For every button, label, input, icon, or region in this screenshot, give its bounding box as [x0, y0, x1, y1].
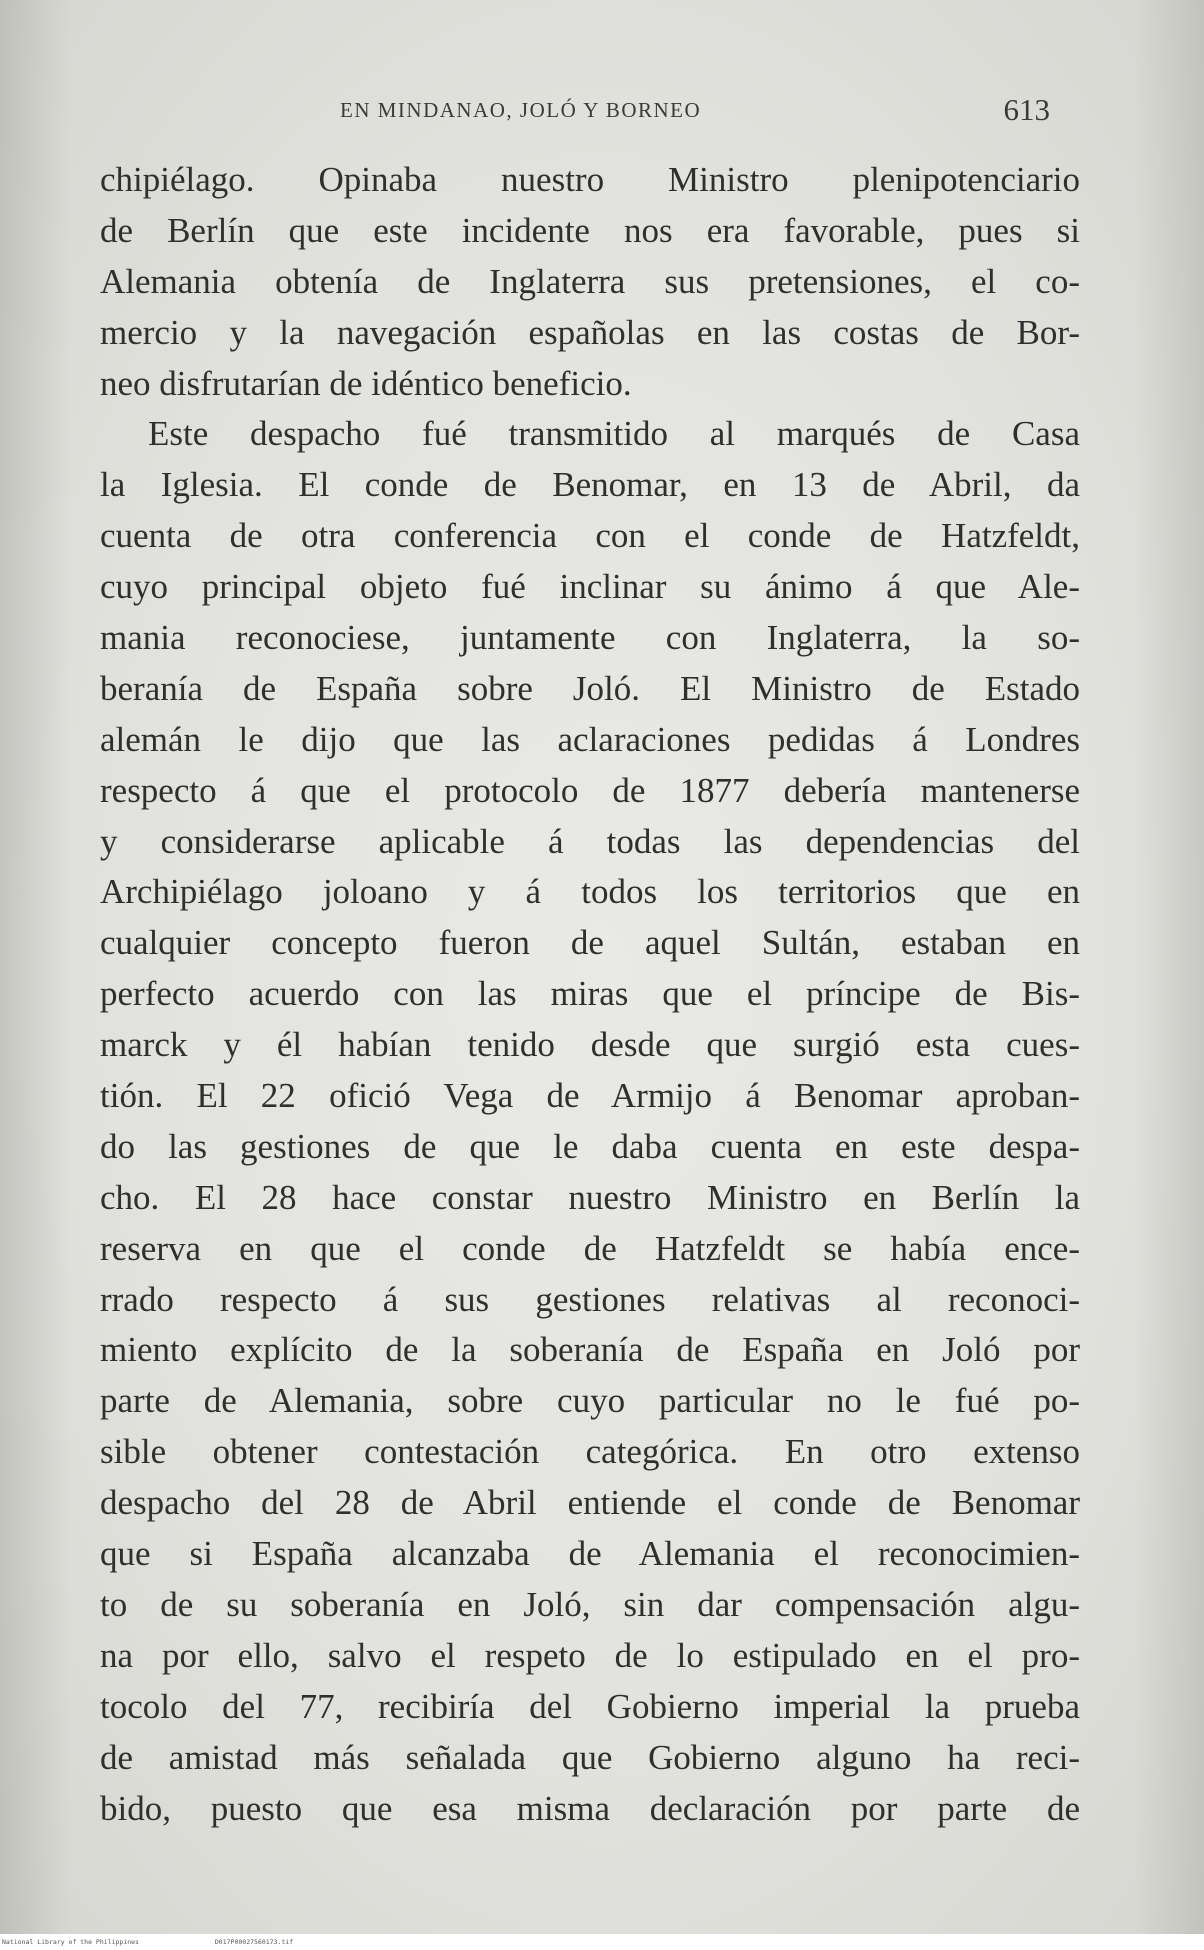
- text-line: bido, puesto que esa misma declaración por parte de: [100, 1788, 1080, 1828]
- text-line: y considerarse aplicable á todas las dependencias del: [100, 821, 1080, 861]
- text-line: parte de Alemania, sobre cuyo particular no le fué po-: [100, 1381, 1080, 1421]
- text-line: mercio y la navegación españolas en las costas de Bor-: [100, 312, 1080, 352]
- text-line: Este despacho fué transmitido al marqués de Casa: [148, 414, 1080, 454]
- text-line: Alemania obtenía de Inglaterra sus pretensiones, el co-: [100, 261, 1080, 301]
- text-line: de amistad más señalada que Gobierno alguno ha reci-: [100, 1737, 1080, 1777]
- text-line: sible obtener contestación categórica. En otro extenso: [100, 1432, 1080, 1472]
- text-line: miento explícito de la soberanía de España en Joló por: [100, 1330, 1080, 1370]
- text-line: que si España alcanzaba de Alemania el reconocimien-: [100, 1534, 1080, 1574]
- text-line: to de su soberanía en Joló, sin dar compensación algu-: [100, 1584, 1080, 1624]
- text-line: mania reconociese, juntamente con Inglaterra, la so-: [100, 618, 1080, 658]
- text-line: de Berlín que este incidente nos era favorable, pues si: [100, 210, 1080, 250]
- text-line: neo disfrutarían de idéntico beneficio.: [100, 363, 632, 403]
- text-line: cuyo principal objeto fué inclinar su ánimo á que Ale-: [100, 567, 1080, 607]
- text-line: do las gestiones de que le daba cuenta en este despa-: [100, 1126, 1080, 1166]
- text-line: despacho del 28 de Abril entiende el conde de Benomar: [100, 1483, 1080, 1523]
- text-line: reserva en que el conde de Hatzfeldt se había ence-: [100, 1228, 1080, 1268]
- text-line: cuenta de otra conferencia con el conde de Hatzfeldt,: [100, 516, 1080, 556]
- text-line: chipiélago. Opinaba nuestro Ministro plenipotenciario: [100, 160, 1080, 199]
- text-line: rrado respecto á sus gestiones relativas al reconoci-: [100, 1279, 1080, 1319]
- text-line: beranía de España sobre Joló. El Ministro de Estado: [100, 668, 1080, 708]
- text-line: respecto á que el protocolo de 1877 debería mantenerse: [100, 770, 1080, 810]
- text-line: cualquier concepto fueron de aquel Sultán, estaban en: [100, 923, 1080, 963]
- text-line: alemán le dijo que las aclaraciones pedidas á Londres: [100, 719, 1080, 759]
- footer-library: National Library of the Philippines: [2, 1938, 139, 1946]
- text-line: Archipiélago joloano y á todos los territorios que en: [100, 872, 1080, 912]
- footer-file-id: D017P00027560173.tif: [214, 1938, 294, 1946]
- text-line: cho. El 28 hace constar nuestro Ministro en Berlín la: [100, 1177, 1080, 1217]
- text-line: perfecto acuerdo con las miras que el príncipe de Bis-: [100, 974, 1080, 1014]
- page-header: [330, 92, 1050, 132]
- text-line: tocolo del 77, recibiría del Gobierno imperial la prueba: [100, 1686, 1080, 1726]
- text-line: marck y él habían tenido desde que surgió esta cues-: [100, 1025, 1080, 1065]
- running-head: EN MINDANAO, JOLÓ Y BORNEO: [340, 98, 702, 122]
- page-number: 613: [1003, 92, 1050, 127]
- body-text: [100, 155, 1080, 1834]
- text-line: tión. El 22 ofició Vega de Armijo á Benomar aproban-: [100, 1076, 1080, 1116]
- page-edge-shadow-right: [1134, 0, 1204, 1934]
- scan-footer: [0, 1934, 1204, 1950]
- text-line: na por ello, salvo el respeto de lo estipulado en el pro-: [100, 1635, 1080, 1675]
- page-edge-shadow-left: [0, 0, 70, 1934]
- text-line: la Iglesia. El conde de Benomar, en 13 de Abril, da: [100, 465, 1080, 505]
